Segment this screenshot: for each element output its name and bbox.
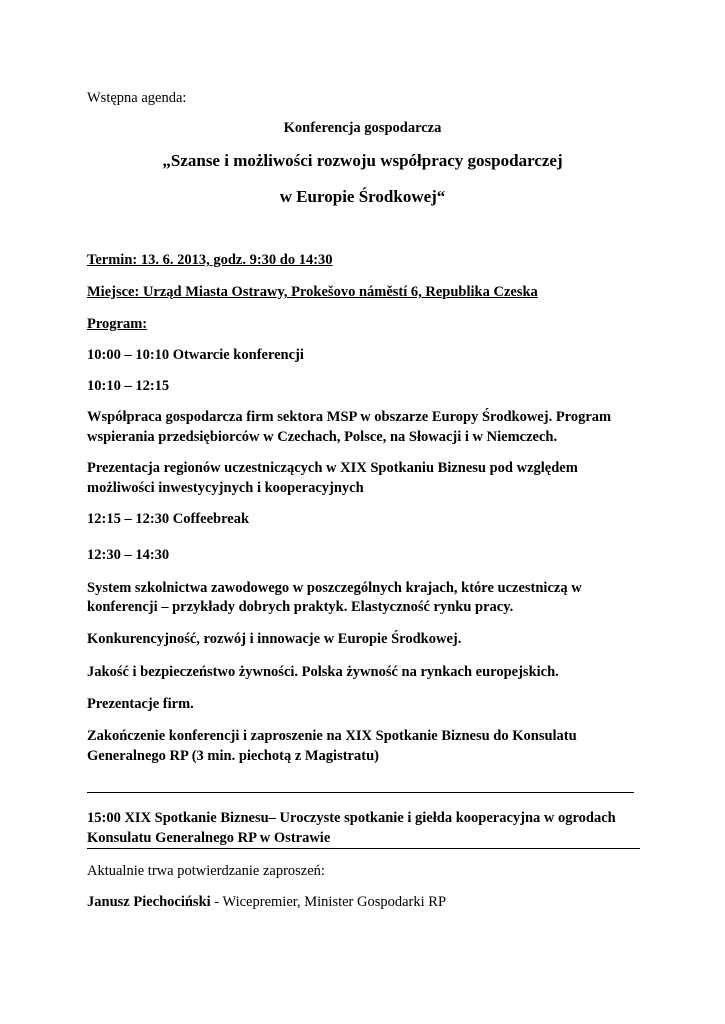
topic-5: Jakość i bezpieczeństwo żywności. Polska żywność na rynkach europejskich. xyxy=(87,664,559,680)
guest-role: - Wicepremier, Minister Gospodarki RP xyxy=(210,894,447,910)
session-slot-1: 10:10 – 12:15 xyxy=(87,378,170,394)
session-slot-2: 12:30 – 14:30 xyxy=(87,547,170,563)
conference-type: Konferencja gospodarcza xyxy=(283,120,442,136)
evening-event-line1: 15:00 XIX Spotkanie Biznesu– Uroczyste spotkanie i giełda kooperacyjna w ogrodach xyxy=(87,810,616,826)
opening-session: 10:00 – 10:10 Otwarcie konferencji xyxy=(87,347,304,363)
evening-divider xyxy=(87,848,640,849)
program-label: Program: xyxy=(87,316,148,332)
venue-info: Miejsce: Urząd Miasta Ostrawy, Prokešovo náměstí 6, Republika Czeska xyxy=(87,284,538,300)
topic-2-line1: Prezentacja regionów uczestniczących w XIX Spotkaniu Biznesu pod względem xyxy=(87,460,578,476)
topic-2-line2: możliwości inwestycyjnych i kooperacyjnych xyxy=(87,480,364,496)
guest-entry xyxy=(87,892,446,912)
topic-6: Prezentacje firm. xyxy=(87,696,194,712)
topic-4: Konkurencyjność, rozwój i innowacje w Europie Środkowej. xyxy=(87,631,462,647)
topic-1-line1: Współpraca gospodarcza firm sektora MSP w obszarze Europy Środkowej. Program xyxy=(87,409,612,425)
conference-title-line1: „Szanse i możliwości rozwoju współpracy gospodarczej xyxy=(162,151,563,170)
topic-7-line2: Generalnego RP (3 min. piechotą z Magistratu) xyxy=(87,748,379,764)
topic-7-line1: Zakończenie konferencji i zaproszenie na XIX Spotkanie Biznesu do Konsulatu xyxy=(87,728,577,744)
confirmation-note: Aktualnie trwa potwierdzanie zaproszeń: xyxy=(87,863,325,879)
guest-name: Janusz Piechociński xyxy=(87,894,211,910)
coffee-break: 12:15 – 12:30 Coffeebreak xyxy=(87,511,250,527)
preliminary-agenda-label: Wstępna agenda: xyxy=(87,90,187,106)
date-info: Termin: 13. 6. 2013, godz. 9:30 do 14:30 xyxy=(87,252,333,268)
topic-3-line2: konferencji – przykłady dobrych praktyk. Elastyczność rynku pracy. xyxy=(87,599,514,615)
conference-title-line2: w Europie Środkowej“ xyxy=(279,187,446,206)
evening-event-line2: Konsulatu Generalnego RP w Ostrawie xyxy=(87,830,331,846)
topic-3-line1: System szkolnictwa zawodowego w poszczególnych krajach, które uczestniczą w xyxy=(87,580,582,596)
topic-1-line2: wspierania przedsiębiorców w Czechach, Polsce, na Słowacji i w Niemczech. xyxy=(87,429,558,445)
section-divider xyxy=(87,792,634,793)
